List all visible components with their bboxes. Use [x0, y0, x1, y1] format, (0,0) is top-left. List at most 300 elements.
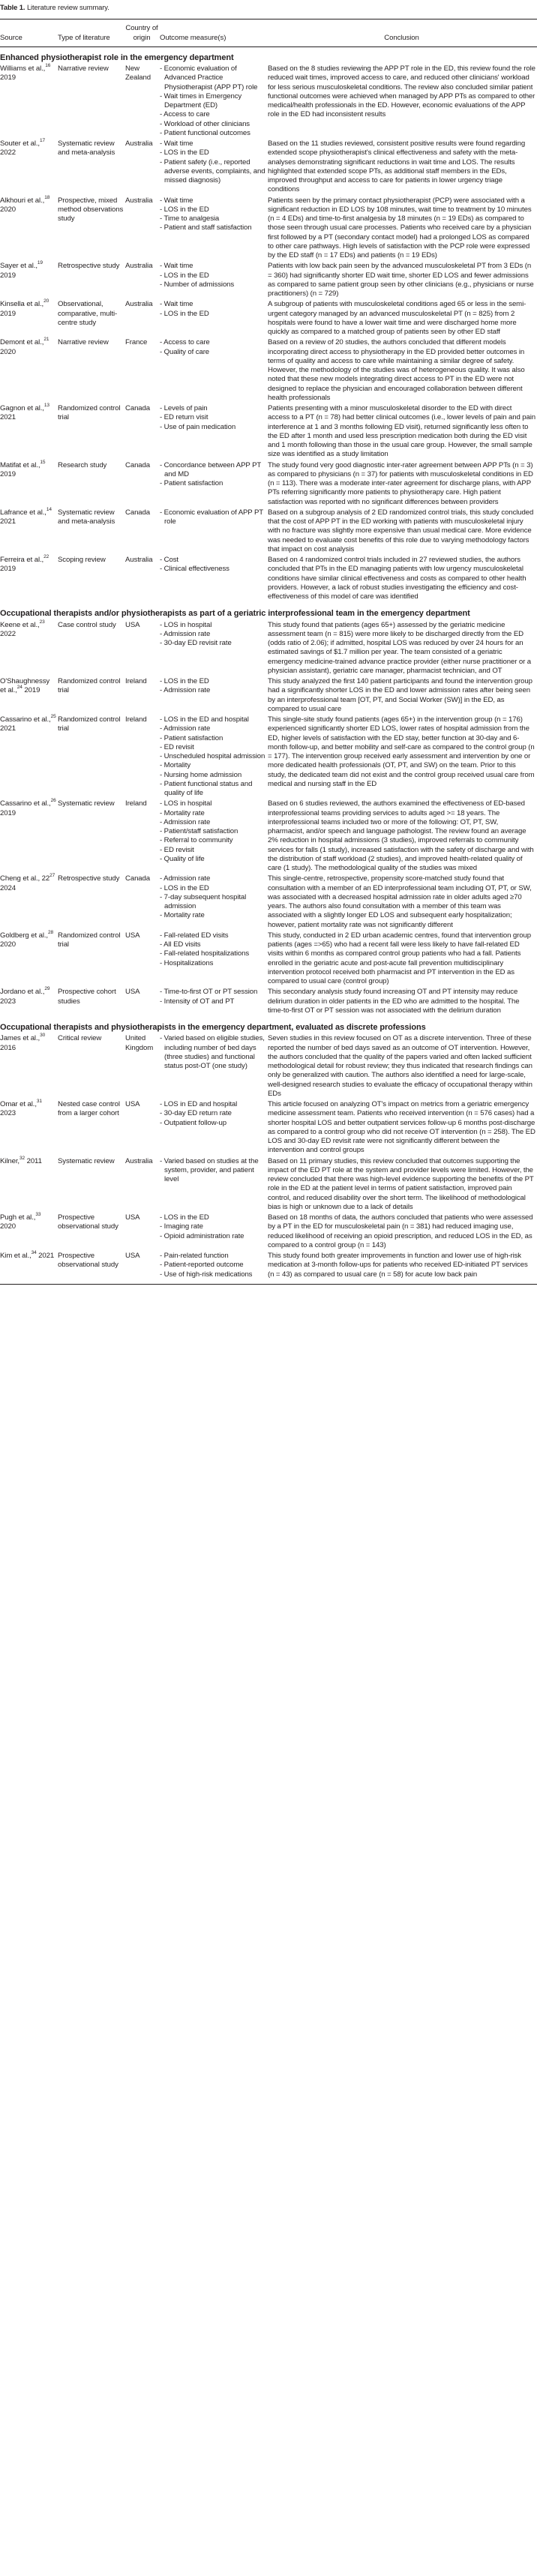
outcome-list [160, 404, 266, 432]
source-author: Gagnon et al., [0, 404, 44, 412]
source-author: Cheng et al., 22 [0, 874, 50, 883]
reference-number: 34 [31, 1250, 37, 1255]
source-author: Kilner, [0, 1156, 20, 1165]
conclusion-cell: This study analyzed the first 140 patient participants and found the intervention group had a significantly shorter LOS in the ED and lower admission rates after being seen by an interprofessional team [OT, PT, and Social Worker (SW)] in the ED, as compared to usual care [268, 677, 532, 713]
outcome-list [160, 1034, 266, 1071]
outcome-item: - Unscheduled hospital admission [160, 752, 266, 761]
header-outcomes: Outcome measure(s) [160, 19, 268, 47]
country-cell: Australia [125, 262, 153, 271]
literature-type-cell: Randomized control trial [58, 677, 121, 695]
reference-number: 19 [37, 260, 43, 266]
source-year: 2019 [24, 686, 40, 695]
table-row [0, 461, 537, 508]
reference-number: 30 [40, 1033, 46, 1039]
outcome-item: - Imaging rate [160, 1222, 266, 1231]
conclusion-cell: Patients seen by the primary contact physiotherapist (PCP) were associated with a significant reduction in ED LOS by 108 minutes, wait time to treatment by 10 minutes (n = 4 EDs) and time-to-first analgesia by 18 minutes (n = 19 EDs) as compared to those seen through usual care processes. Patients who received care by a physician first followed by a PT (secondary contact model) had a prolonged LOS as compared to other care pathways. High levels of satisfaction with the PCP role were expressed by the ED staff (n = 17 EDs) and patients (n = 19 EDs) [268, 196, 532, 259]
source-author: Kim et al., [0, 1252, 32, 1260]
outcome-list [160, 931, 266, 968]
source-cell [0, 677, 58, 715]
outcomes-cell [160, 404, 268, 461]
country-cell: Ireland [125, 677, 147, 685]
outcome-list [160, 715, 266, 798]
conclusion-cell: This article focused on analyzing OT's impact on metrics from a geriatric emergency medicine assessment team. Patients who received intervention (n = 576 cases) had a shorter hospital LOS and better outpatient services follow-up 6 months post-discharge as compared to a control group who did not receive OT intervention (n = 258). The ED LOS and 30-day ED revisit rate were not significantly different between the intervention and control groups [268, 1100, 536, 1155]
outcomes-cell [160, 1100, 268, 1157]
outcomes-cell [160, 677, 268, 715]
source-author: Ferreira et al., [0, 556, 44, 564]
outcome-item: - ED revisit [160, 846, 266, 855]
country-cell: Canada [125, 404, 151, 412]
literature-type-cell: Nested case control from a larger cohort [58, 1100, 120, 1118]
country-cell: Australia [125, 196, 153, 205]
table-row [0, 262, 537, 300]
outcomes-cell [160, 874, 268, 931]
source-year: 2021 [0, 724, 16, 733]
source-author: James et al., [0, 1034, 40, 1043]
outcome-item: - Varied based on eligible studies, including number of bed days (three studies) and functional status post-OT (one study) [160, 1034, 266, 1071]
country-cell: Canada [125, 874, 151, 883]
outcome-list [160, 196, 266, 233]
outcome-item: - LOS in the ED [160, 884, 266, 893]
outcomes-cell [160, 139, 268, 196]
source-year: 2016 [0, 1043, 16, 1052]
source-cell [0, 404, 58, 461]
source-author: Matifat et al., [0, 460, 40, 469]
reference-number: 29 [44, 986, 50, 992]
outcome-item: - Mortality rate [160, 911, 266, 920]
outcome-item: - Patient satisfaction [160, 479, 266, 488]
header-conclusion: Conclusion [268, 19, 537, 47]
source-year: 2020 [0, 940, 16, 949]
source-author: Kinsella et al., [0, 300, 44, 309]
source-cell [0, 338, 58, 404]
outcomes-cell [160, 461, 268, 508]
source-cell [0, 1100, 58, 1157]
source-author: Pugh et al., [0, 1213, 36, 1222]
outcome-item: - Access to care [160, 110, 266, 119]
source-author: Cassarino et al., [0, 715, 51, 724]
section-heading-row [0, 46, 537, 64]
literature-type-cell: Systematic review and meta-analysis [58, 508, 116, 526]
outcome-item: - LOS in the ED [160, 148, 266, 157]
reference-number: 23 [39, 619, 45, 625]
source-year: 2019 [0, 469, 16, 478]
country-cell: New Zealand [125, 64, 151, 82]
outcome-item: - Opioid administration rate [160, 1232, 266, 1241]
table-row [0, 799, 537, 874]
outcome-list [160, 1252, 266, 1279]
outcome-list [160, 1213, 266, 1241]
source-year: 2020 [0, 1222, 16, 1231]
outcome-item: - Wait times in Emergency Department (ED) [160, 92, 266, 111]
outcome-item: - Admission rate [160, 818, 266, 827]
outcome-item: - LOS in the ED [160, 310, 266, 319]
outcomes-cell [160, 988, 268, 1017]
source-year: 2022 [0, 148, 16, 157]
literature-type-cell: Randomized control trial [58, 404, 121, 422]
country-cell: United Kingdom [125, 1034, 154, 1052]
outcome-item: - LOS in the ED and hospital [160, 715, 266, 724]
outcome-item: - LOS in ED and hospital [160, 1100, 266, 1109]
source-author: Omar et al., [0, 1100, 37, 1108]
country-cell: USA [125, 1252, 160, 1284]
source-cell [0, 196, 58, 262]
source-author: Cassarino et al., [0, 799, 51, 808]
outcomes-cell [160, 799, 268, 874]
source-cell [0, 556, 58, 603]
table-row [0, 338, 537, 404]
section-heading: Occupational therapists and/or physiotherapists as part of a geriatric interprofessional team in the emergency department [0, 609, 470, 619]
reference-number: 16 [45, 63, 51, 68]
outcomes-cell [160, 1157, 268, 1214]
conclusion-cell: The study found very good diagnostic inter-rater agreement between APP PTs (n = 3) as compared to physicians (n = 37) for patients with musculoskeletal conditions in ED (n = 113). There was a moderate inter-rater agreement for discharge plans, with APP PTs referring significantly more patients to physiotherapy care. High patient satisfaction was reported with no significant differences between providers [268, 460, 533, 506]
source-author: Jordano et al., [0, 988, 45, 997]
outcomes-cell [160, 508, 268, 556]
table-row [0, 621, 537, 678]
table-row [0, 556, 537, 603]
outcome-item: - Patient safety (i.e., reported adverse events, complaints, and missed diagnosis) [160, 158, 266, 186]
source-cell [0, 715, 58, 799]
outcome-list [160, 677, 266, 696]
country-cell: Australia [125, 1156, 153, 1165]
source-cell [0, 262, 58, 300]
reference-number: 15 [40, 459, 46, 465]
outcome-list [160, 556, 266, 574]
source-author: Sayer et al., [0, 262, 38, 271]
reference-number: 17 [40, 138, 46, 143]
outcome-item: - LOS in the ED [160, 1213, 266, 1222]
literature-type-cell: Case control study [58, 620, 116, 629]
source-year: 2022 [0, 629, 16, 638]
header-source: Source [0, 19, 58, 47]
country-cell: Ireland [125, 799, 147, 808]
outcome-item: - Wait time [160, 300, 266, 309]
conclusion-cell: Based on a review of 20 studies, the authors concluded that different models incorporating direct access to physiotherapy in the ED provided better outcomes in terms of quality and access to care while maintaining a similar degree of safety. However, the methodology of the studies was of heterogeneous quality. It was also noted that these new models integrating direct access to PT in the ED were not designed to replace the physician and encouraged collaboration between different health professionals [268, 338, 525, 402]
table-row [0, 1252, 537, 1284]
outcome-item: - Quality of life [160, 855, 266, 864]
outcome-item: - Concordance between APP PT and MD [160, 461, 266, 480]
country-cell: Canada [125, 460, 151, 469]
country-cell: USA [125, 620, 140, 629]
outcome-list [160, 508, 266, 527]
literature-type-cell: Retrospective study [58, 874, 120, 883]
section-heading: Enhanced physiotherapist role in the emergency department [0, 52, 234, 62]
section-heading: Occupational therapists and physiotherapists in the emergency department, evaluated as discrete professions [0, 1023, 426, 1032]
country-cell: Australia [125, 556, 153, 564]
literature-type-cell: Prospective cohort studies [58, 988, 116, 1006]
outcome-item: - Referral to community [160, 836, 266, 845]
outcome-list [160, 799, 266, 864]
outcome-item: - Cost [160, 556, 266, 565]
section-heading-row [0, 1017, 537, 1034]
source-cell [0, 139, 58, 196]
literature-type-cell: Randomized control trial [58, 931, 121, 949]
reference-number: 18 [44, 194, 50, 200]
outcome-item: - Mortality rate [160, 809, 266, 818]
literature-type-cell: Observational, comparative, multi-centre study [58, 300, 118, 327]
source-year: 2021 [38, 1252, 55, 1260]
outcomes-cell [160, 715, 268, 799]
outcome-item: - Varied based on studies at the system, provider, and patient level [160, 1157, 266, 1185]
table-caption [0, 0, 537, 19]
reference-number: 28 [48, 929, 54, 935]
outcome-item: - Hospitalizations [160, 959, 266, 968]
outcome-item: - Patient satisfaction [160, 734, 266, 743]
outcomes-cell [160, 196, 268, 262]
outcome-list [160, 1100, 266, 1128]
outcome-list [160, 64, 266, 138]
outcome-item: - Workload of other clinicians [160, 120, 266, 129]
conclusion-cell: Based on the 8 studies reviewing the APP PT role in the ED, this review found the role reduced wait times, improved access to care, and reduced other clinicians' workload for less serious musculoskeletal conditions. The review also concluded similar patient functional outcomes were achieved when managed by APP PTs as compared to other medical/health professionals in the ED. However, economic evaluations of the APP role in the ED had inconsistent results [268, 64, 536, 119]
outcomes-cell [160, 931, 268, 988]
outcome-item: - Wait time [160, 139, 266, 148]
outcome-item: - Wait time [160, 196, 266, 205]
reference-number: 21 [44, 337, 50, 343]
reference-number: 20 [44, 298, 50, 304]
literature-type-cell: Narrative review [58, 64, 109, 73]
table-header-row [0, 19, 537, 47]
table-body [0, 46, 537, 1284]
table-row [0, 677, 537, 715]
reference-number: 14 [46, 506, 52, 512]
reference-number: 31 [36, 1099, 42, 1104]
conclusion-cell: This single-site study found patients (ages 65+) in the intervention group (n = 176) experienced significantly shorter ED LOS, lower rates of hospital admission from the ED, higher levels of satisfaction with the ED stay, better function at 30-day and 6-month follow-up, and better mobility and self-care as compared to the control group (n = 177). The intervention group received early assessment and intervention by one or more dedicated health professionals (OT, PT, and SW) on the team. Prior to this study, the dedicated team did not exist and the control group received usual care from medical and nursing staff in the ED [268, 715, 535, 788]
source-author: O'Shaughnessy et al., [0, 677, 50, 695]
source-year: 2019 [0, 565, 16, 574]
conclusion-cell: This study found both greater improvements in function and lower use of high-risk medication at 3-month follow-ups for patients who received ED-initiated PT services (n = 43) as compared to usual care (n = 58) for acute low back pain [268, 1252, 537, 1284]
outcome-item: - Number of admissions [160, 280, 266, 289]
conclusion-cell: Based on 6 studies reviewed, the authors examined the effectiveness of ED-based interprofessional teams providing services to adults aged >= 18 years. The interprofessional teams included two or more of the following: OT, PT, SW, pharmacist, and/or speech and language pathologist. The review found an average 2% reduction in hospital admissions (3 studies), improved referrals to community services for falls (1 study), increased satisfaction with the safety of discharge and with the distribution of staff workload (2 studies), and improved health-related quality of care (1 study). The methodological quality of the studies was mixed [268, 799, 534, 872]
table-row [0, 1034, 537, 1100]
source-cell [0, 874, 58, 931]
outcome-item: - Patient and staff satisfaction [160, 223, 266, 232]
outcome-item: - LOS in the ED [160, 205, 266, 214]
country-cell: France [125, 338, 148, 347]
literature-type-cell: Critical review [58, 1034, 102, 1043]
outcome-item: - LOS in the ED [160, 271, 266, 280]
reference-number: 22 [44, 554, 50, 559]
outcomes-cell [160, 1034, 268, 1100]
conclusion-cell: Based on the 11 studies reviewed, consistent positive results were found regarding extended scope physiotherapist's clinical effectiveness and safety with the meta-analyses demonstrating significant reductions in wait time and LOS. The results highlighted that extended scope PTs, as additional staff members in the EDs, improved throughput and access to care for patients in lower urgency triage conditions [268, 139, 526, 194]
outcomes-cell [160, 300, 268, 338]
outcome-list [160, 300, 266, 319]
outcome-item: - ED return visit [160, 413, 266, 422]
header-type: Type of literature [58, 19, 125, 47]
outcome-item: - Economic evaluation of Advanced Practice Physiotherapist (APP PT) role [160, 64, 266, 92]
outcome-item: - Use of high-risk medications [160, 1270, 266, 1279]
table-row [0, 64, 537, 139]
outcome-item: - Admission rate [160, 630, 266, 639]
conclusion-cell: Patients presenting with a minor musculoskeletal disorder to the ED with direct access to a PT (n = 78) had better clinical outcomes (i.e., lower levels of pain and pain interference at 1 and 3 months following ED visit), returned significantly less often to the ED after 1 month and used less prescription medication both during the ED visit and 1 month following than those in the usual care group. However, the small sample size was identified as a study limitation [268, 404, 536, 459]
literature-type-cell: Systematic review [58, 1156, 115, 1165]
conclusion-cell: Based on a subgroup analysis of 2 ED randomized control trials, this study concluded that the cost of APP PT in the ED working with patients with musculoskeletal injury with no fracture was slightly more expensive than usual medical care. More evidence was needed to evaluate cost benefits of this role due to varying methodology factors that impact on cost analysis [268, 508, 534, 553]
table-title: Literature review summary. [26, 3, 110, 11]
table-row [0, 508, 537, 556]
literature-type-cell: Scoping review [58, 556, 106, 564]
source-cell [0, 508, 58, 556]
reference-number: 13 [44, 403, 50, 408]
country-cell: Australia [125, 139, 153, 148]
literature-type-cell: Narrative review [58, 338, 109, 347]
outcome-list [160, 874, 266, 920]
source-year: 2021 [0, 413, 16, 422]
source-author: Keene et al., [0, 620, 40, 629]
conclusion-cell: This secondary analysis study found increasing OT and PT intensity may reduce delirium duration in older patients in the ED who are admitted to the hospital. The time-to-first OT or PT session was not associated with the delirium duration [268, 988, 520, 1015]
outcome-item: - Admission rate [160, 724, 266, 733]
outcome-item: - Patient-reported outcome [160, 1261, 266, 1270]
country-cell: USA [125, 1100, 140, 1108]
source-year: 2019 [0, 309, 16, 318]
conclusion-cell: Based on 4 randomized control trials included in 27 reviewed studies, the authors concluded that PTs in the ED managing patients with low urgency musculoskeletal conditions have similar clinical effectiveness and costs as compared to other health providers. However, a lack of robust studies investigating the efficiency and cost-effectiveness of this model of care was identified [268, 556, 526, 601]
outcome-item: - Patient functional outcomes [160, 129, 266, 138]
outcomes-cell [160, 556, 268, 603]
source-cell [0, 799, 58, 874]
outcome-item: - LOS in the ED [160, 677, 266, 686]
source-year: 2023 [0, 997, 16, 1006]
source-cell [0, 1252, 58, 1284]
outcome-item: - 30-day ED revisit rate [160, 639, 266, 648]
source-author: Lafrance et al., [0, 508, 46, 517]
source-year: 2020 [0, 347, 16, 356]
source-cell [0, 988, 58, 1017]
outcome-item: - ED revisit [160, 743, 266, 752]
country-cell: Australia [125, 300, 153, 309]
reference-number: 33 [35, 1212, 41, 1217]
outcome-item: - Outpatient follow-up [160, 1119, 266, 1128]
literature-review-table [0, 19, 537, 1285]
outcome-item: - Levels of pain [160, 404, 266, 413]
outcome-item: - Use of pain medication [160, 423, 266, 432]
table-row [0, 1157, 537, 1214]
table-row [0, 196, 537, 262]
table-row [0, 874, 537, 931]
reference-number: 32 [19, 1155, 25, 1161]
literature-type-cell: Prospective observational study [58, 1213, 118, 1231]
literature-type-cell: Randomized control trial [58, 715, 121, 733]
table-row [0, 1213, 537, 1252]
section-heading-row [0, 603, 537, 620]
conclusion-cell: This study, conducted in 2 ED urban academic centres, found that intervention group patients (ages =>65) who had a recent fall were less likely to have fall-related ED visits within 6 months as compared control group patients who had a fall. Patients enrolled in the geriatric acute and post-acute fall prevention multidisciplinary intervention protocol received both pharmacist and PT intervention in the ED as compared to usual care (control group) [268, 931, 531, 985]
source-year: 2023 [0, 1109, 16, 1118]
outcome-list [160, 1157, 266, 1185]
source-cell [0, 931, 58, 988]
source-cell [0, 1034, 58, 1100]
conclusion-cell: Based on 11 primary studies, this review concluded that outcomes supporting the impact of the ED PT role at the system and provider levels were limited. However, the review concluded that there was high-level evidence supporting the benefits of the PT role in the ED at the patient level in terms of patient satisfaction, improved pain control, and reduced disability over the short term. The likelihood of methodological bias is high or unknown due to a lack of details [268, 1156, 534, 1211]
country-cell: Canada [125, 508, 151, 517]
source-cell [0, 1157, 58, 1214]
country-cell: Ireland [125, 715, 147, 724]
source-year: 2024 [0, 883, 16, 892]
outcome-item: - Pain-related function [160, 1252, 266, 1261]
reference-number: 26 [50, 798, 56, 804]
source-cell [0, 64, 58, 139]
country-cell: USA [125, 1213, 140, 1222]
conclusion-cell: This study found that patients (ages 65+) assessed by the geriatric medicine assessment team (n = 815) were more likely to be discharged directly from the ED (odds ratio of 2.06); if admitted, hospital LOS was reduced by over 24 hours for an estimated savings of $1.7 million per year. The team consisted of a geriatric emergency medicine-trained advance practice provider (either nurse practitioner or a physician assistant), geriatric care manager, pharmacist technician, and OT [268, 620, 532, 675]
source-author: Goldberg et al., [0, 931, 48, 940]
outcome-list [160, 461, 266, 489]
conclusion-cell: Based on 18 months of data, the authors concluded that patients who were assessed by a PT in the ED for musculoskeletal pain (n = 381) had reduced imaging use, reduced likelihood of receiving an opioid prescription, and reduced LOS in the ED, as compared to a control group (n = 143) [268, 1213, 533, 1249]
outcome-list [160, 139, 266, 185]
outcome-item: - Fall-related ED visits [160, 931, 266, 940]
outcome-item: - LOS in hospital [160, 799, 266, 808]
country-cell: USA [125, 931, 140, 940]
outcome-item: - 30-day ED return rate [160, 1109, 266, 1118]
outcome-list [160, 262, 266, 289]
literature-type-cell: Research study [58, 460, 107, 469]
conclusion-cell: A subgroup of patients with musculoskeletal conditions aged 65 or less in the semi-urgent category managed by an advanced musculoskeletal PT (n = 825) from 2 hospitals were found to have a lower wait time and were discharged home more quickly as compared to a matched group of patients seen by other ED staff [268, 300, 526, 336]
outcome-item: - Fall-related hospitalizations [160, 949, 266, 958]
outcome-item: - Wait time [160, 262, 266, 271]
table-row [0, 404, 537, 461]
source-author: Demont et al., [0, 338, 44, 347]
header-country: Country of origin [125, 19, 160, 47]
source-cell [0, 461, 58, 508]
outcome-list [160, 988, 266, 1006]
outcome-item: - Admission rate [160, 874, 266, 883]
source-cell [0, 621, 58, 678]
table-row [0, 139, 537, 196]
outcome-item: - Time to analgesia [160, 214, 266, 223]
outcomes-cell [160, 1213, 268, 1252]
table-row [0, 1100, 537, 1157]
outcome-item: - Mortality [160, 761, 266, 770]
table-row [0, 715, 537, 799]
source-year: 2019 [0, 73, 16, 82]
source-cell [0, 1213, 58, 1252]
outcome-item: - All ED visits [160, 940, 266, 949]
literature-type-cell: Systematic review and meta-analysis [58, 139, 116, 157]
table-row [0, 300, 537, 338]
reference-number: 25 [50, 714, 56, 719]
literature-type-cell: Retrospective study [58, 262, 120, 271]
literature-type-cell: Systematic review [58, 799, 115, 808]
source-author: Souter et al., [0, 139, 40, 148]
source-year: 2011 [26, 1156, 42, 1165]
table-row [0, 931, 537, 988]
outcome-item: - 7-day subsequent hospital admission [160, 893, 266, 912]
outcomes-cell [160, 262, 268, 300]
outcomes-cell [160, 1252, 268, 1284]
conclusion-cell: This single-centre, retrospective, propensity score-matched study found that consultation with a member of an ED interprofessional team including OT, PT, or SW, was associated with a decreased hospital admission rate in older adults aged ≥70 years. The authors also found consultation with a member of this team was associated with a slightly longer ED LOS and subsequent early hospitalization; however, patient mortality rate was not significantly different [268, 874, 532, 929]
literature-type-cell: Prospective, mixed method observations study [58, 196, 124, 223]
conclusion-cell: Seven studies in this review focused on OT as a discrete intervention. Three of these reported the number of bed days saved as an outcome of OT intervention. However, the authors concluded that the quality of the papers varied and often lacked sufficient methodological detail for robust review; they thus indicated that research findings can only be generalized with caution. The authors also identified a need for large-scale, well-designed research studies to evaluate the efficacy of occupational therapy within EDs [268, 1034, 532, 1098]
reference-number: 27 [50, 873, 56, 879]
source-cell [0, 300, 58, 338]
source-year: 2020 [0, 205, 16, 214]
outcome-item: - Clinical effectiveness [160, 565, 266, 574]
outcome-item: - Time-to-first OT or PT session [160, 988, 266, 997]
outcome-item: - Quality of care [160, 348, 266, 357]
country-cell: USA [125, 988, 140, 997]
outcomes-cell [160, 338, 268, 404]
outcome-item: - LOS in hospital [160, 621, 266, 630]
outcome-list [160, 621, 266, 649]
outcome-item: - Access to care [160, 338, 266, 347]
outcome-item: - Patient/staff satisfaction [160, 827, 266, 836]
source-year: 2019 [0, 271, 16, 280]
source-year: 2019 [0, 808, 16, 817]
literature-type-cell: Prospective observational study [58, 1252, 125, 1284]
outcome-item: - Intensity of OT and PT [160, 997, 266, 1006]
reference-number: 24 [16, 685, 22, 691]
source-year: 2021 [0, 517, 16, 526]
outcome-list [160, 338, 266, 357]
table-label: Table 1. [0, 3, 26, 11]
outcomes-cell [160, 64, 268, 139]
outcome-item: - Nursing home admission [160, 771, 266, 780]
outcome-item: - Patient functional status and quality of life [160, 780, 266, 799]
table-row [0, 988, 537, 1017]
source-author: Alkhouri et al., [0, 196, 45, 205]
